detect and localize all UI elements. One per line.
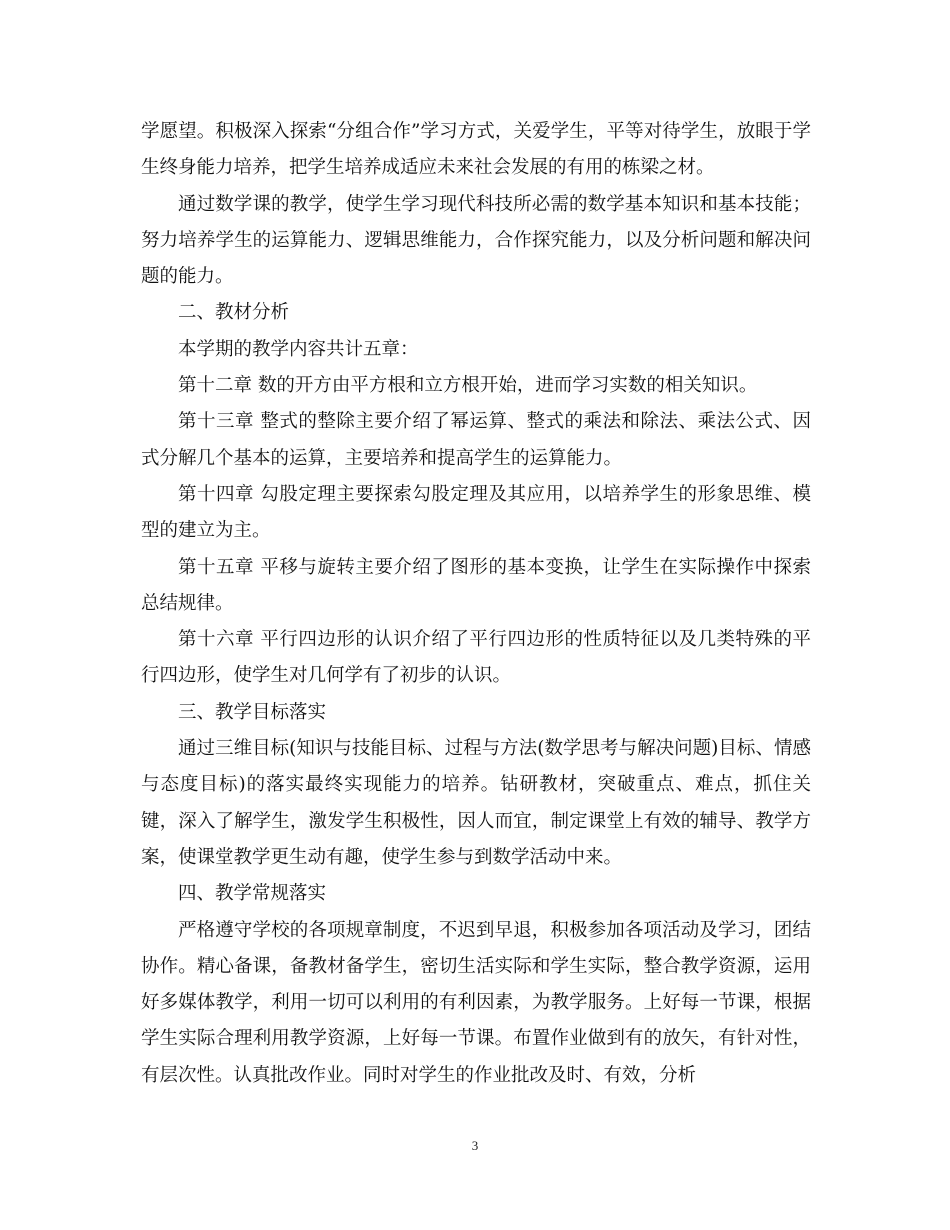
paragraph-three-dimensional-goals: 通过三维目标(知识与技能目标、过程与方法(数学思考与解决问题)目标、情感与态度目标)的落实最终实现能力的培养。钻研教材，突破重点、难点，抓住关键，深入了解学生，激发学生积极性，因人而宜，制定课堂上有效的辅导、教学方案，使课堂教学更生动有趣，使学生参与到数学活动中来。 — [141, 738, 811, 868]
paragraph-chapter-14: 第十四章 勾股定理主要探索勾股定理及其应用，以培养学生的形象思维、模型的建立为主。 — [141, 483, 811, 542]
paragraph-chapter-15: 第十五章 平移与旋转主要介绍了图形的基本变换，让学生在实际操作中探索总结规律。 — [141, 556, 811, 614]
paragraph-school-rules: 严格遵守学校的各项规章制度，不迟到早退，积极参加各项活动及学习，团结协作。精心备课，备教材备学生，密切生活实际和学生实际，整合教学资源，运用好多媒体教学，利用一切可以利用的有利因素，为教学服务。上好每一节课，根据学生实际合理利用教学资源，上好每一节课。布置作业做到有的放矢，有针对性，有层次性。认真批改作业。同时对学生的作业批改及时、有效，分析 — [141, 919, 811, 1086]
paragraph-chapter-12: 第十二章 数的开方由平方根和立方根开始，进而学习实数的相关知识。 — [178, 375, 758, 397]
document-body — [141, 114, 811, 1094]
section-heading-teaching-objectives: 三、教学目标落实 — [178, 701, 327, 723]
paragraph-chapter-13: 第十三章 整式的整除主要介绍了幂运算、整式的乘法和除法、乘法公式、因式分解几个基本的运算，主要培养和提高学生的运算能力。 — [141, 411, 811, 469]
paragraph-continuation: 学愿望。积极深入探索“分组合作”学习方式，关爱学生，平等对待学生，放眼于学生终身能力培养，把学生培养成适应未来社会发展的有用的栋梁之材。 — [141, 121, 811, 179]
page-number: 3 — [471, 1138, 479, 1153]
section-heading-teaching-routine: 四、教学常规落实 — [178, 883, 327, 905]
paragraph-chapter-16: 第十六章 平行四边形的认识介绍了平行四边形的性质特征以及几类特殊的平行四边形，使学生对几何学有了初步的认识。 — [141, 629, 811, 687]
paragraph-semester-content: 本学期的教学内容共计五章： — [178, 338, 419, 360]
section-heading-textbook-analysis: 二、教材分析 — [178, 302, 290, 324]
paragraph-math-teaching-goal: 通过数学课的教学，使学生学习现代科技所必需的数学基本知识和基本技能；努力培养学生的运算能力、逻辑思维能力，合作探究能力，以及分析问题和解决问题的能力。 — [141, 193, 811, 288]
